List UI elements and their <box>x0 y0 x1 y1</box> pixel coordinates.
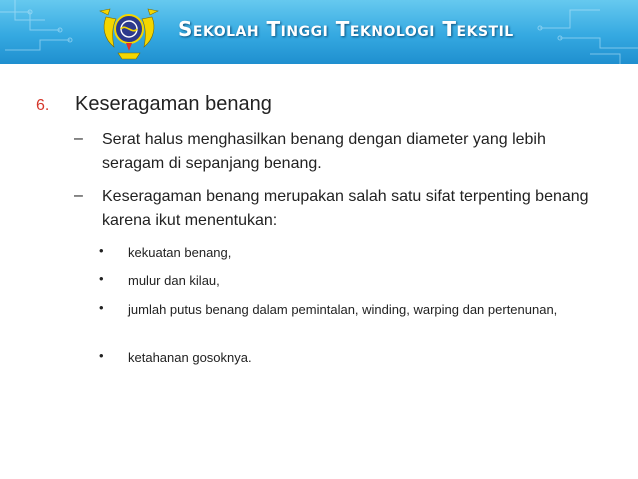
bullet-marker: • <box>99 348 104 363</box>
bullet-marker: • <box>99 243 104 258</box>
bullet-marker: • <box>99 271 104 286</box>
bullet-item-1: kekuatan benang, <box>128 245 232 260</box>
dash-marker: – <box>74 187 83 204</box>
subpoint-2: Keseragaman benang merupakan salah satu sifat terpenting benang karena ikut menentukan: <box>102 188 589 229</box>
bullet-item-4: ketahanan gosoknya. <box>128 350 252 365</box>
slide-heading: Keseragaman benang <box>75 93 272 115</box>
heading-number: 6. <box>36 97 50 114</box>
institution-name: Sekolah Tinggi Teknologi Tekstil <box>178 17 514 41</box>
subpoint-1: Serat halus menghasilkan benang dengan diameter yang lebih seragam di sepanjang benang. <box>102 131 546 172</box>
dash-marker: – <box>74 130 83 147</box>
bullet-item-2: mulur dan kilau, <box>128 273 220 288</box>
bullet-item-3: jumlah putus benang dalam pemintalan, winding, warping dan pertenunan, <box>128 302 558 317</box>
bullet-marker: • <box>99 300 104 315</box>
